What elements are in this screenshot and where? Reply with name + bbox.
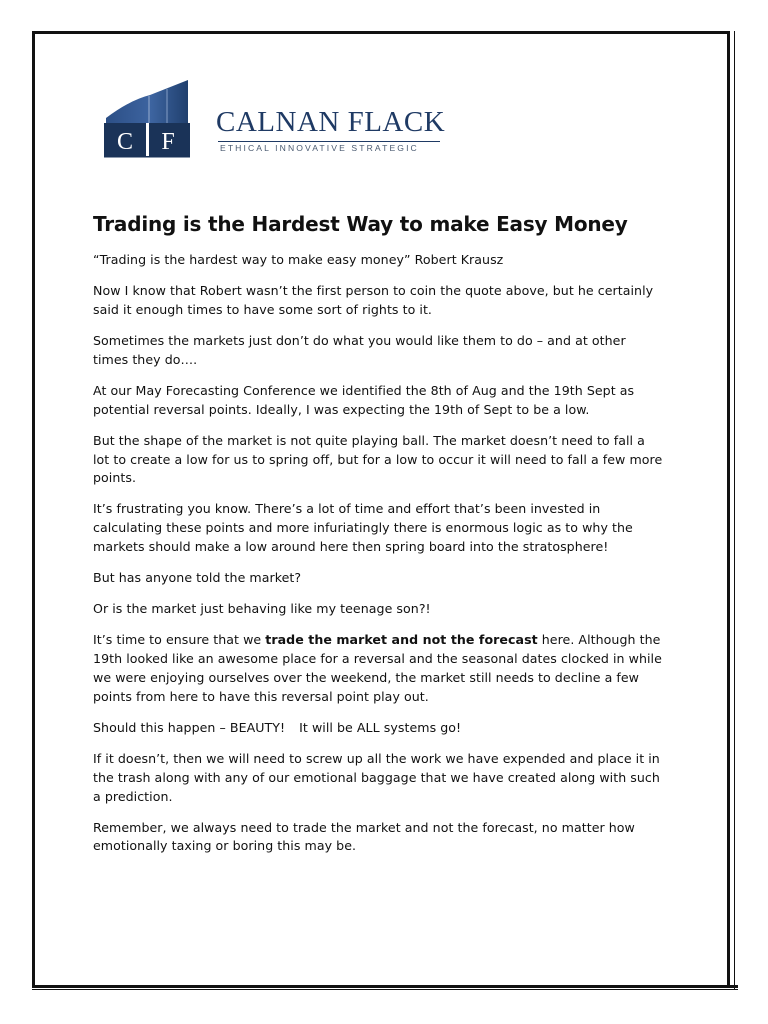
paragraph-2: Now I know that Robert wasn’t the first person to coin the quote above, but he certainly said it enough times to have some sort of rights to it. <box>93 283 654 317</box>
article-title: Trading is the Hardest Way to make Easy Money <box>93 212 628 236</box>
paragraph-9 <box>93 631 663 706</box>
paragraph-7: But has anyone told the market? <box>93 570 302 586</box>
logo-tagline: ETHICAL INNOVATIVE STRATEGIC <box>220 143 419 153</box>
page-border-right-shadow <box>734 31 738 989</box>
paragraph-12: Remember, we always need to trade the market and not the forecast, no matter how emotionally taxing or boring this may be. <box>93 819 635 854</box>
paragraph-9-after: here. Although the 19th looked like an awesome place for a reversal and the seasonal dates clocked in while we were enjoying ourselves over the weekend, the market still needs to decline a few points from here to have this reversal point play out. <box>93 632 662 704</box>
paragraph-10 <box>93 719 663 738</box>
paragraph-5: But the shape of the market is not quite playing ball. The market doesn’t need to fall a lot to create a low for us to spring off, but for a low to occur it will need to fall a few more points. <box>93 432 663 486</box>
paragraph-8: Or is the market just behaving like my teenage son?! <box>93 601 431 617</box>
paragraph-6: It’s frustrating you know. There’s a lot of time and effort that’s been invested in calculating these points and more infuriatingly there is enormous logic as to why the markets should make a low around here then spring board into the stratosphere! <box>93 501 633 555</box>
logo-divider <box>218 141 440 142</box>
paragraph-4: At our May Forecasting Conference we identified the 8th of Aug and the 19th Sept as potential reversal points. Ideally, I was expecting the 19th of Sept to be a low. <box>93 382 635 417</box>
paragraph-3: Sometimes the markets just don’t do what you would like them to do – and at other times they do…. <box>93 332 626 367</box>
article <box>93 212 663 868</box>
paragraph-9-before: It’s time to ensure that we <box>93 632 266 648</box>
logo-company-name: CALNAN FLACK <box>216 106 446 138</box>
paragraph-10-second: It will be ALL systems go! <box>299 719 462 735</box>
paragraph-11: If it doesn’t, then we will need to screw up all the work we have expended and place it in the trash along with any of our emotional baggage that we have created along with such a prediction. <box>93 750 660 804</box>
company-logo <box>100 78 450 160</box>
paragraph-quote: “Trading is the hardest way to make easy money” Robert Krausz <box>93 252 504 267</box>
paragraph-10-first: Should this happen – BEAUTY! <box>93 719 286 735</box>
logo-monogram-right: F <box>161 129 175 155</box>
logo-mark-icon <box>100 78 196 158</box>
logo-monogram-left: C <box>116 129 134 155</box>
page-border-bottom <box>32 985 738 990</box>
paragraph-9-bold: trade the market and not the forecast <box>265 632 538 648</box>
